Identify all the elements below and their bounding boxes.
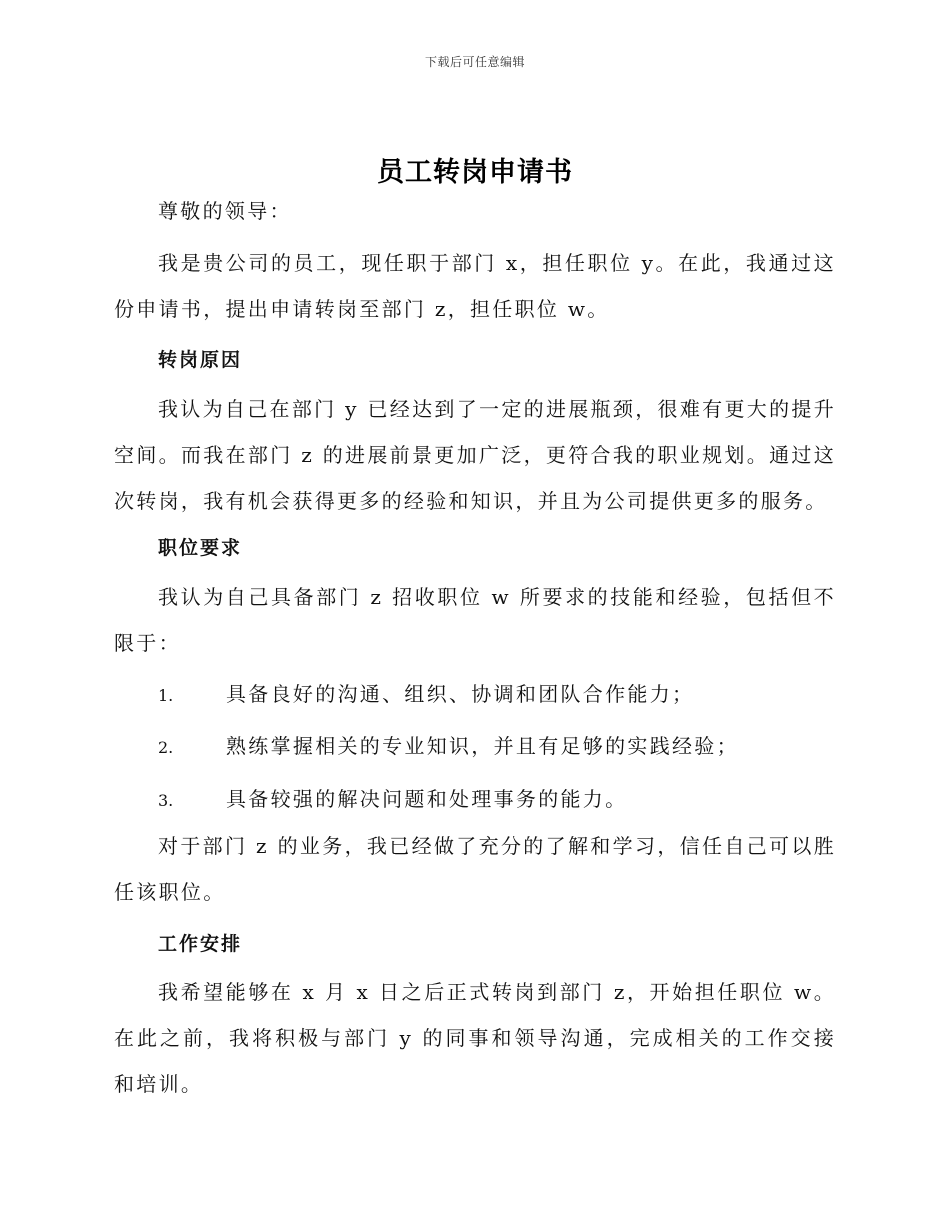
intro-paragraph: 我是贵公司的员工，现任职于部门 x，担任职位 y。在此，我通过这份申请书，提出申请转岗至部门 z，担任职位 w。 <box>114 251 836 321</box>
reason-paragraph: 我认为自己在部门 y 已经达到了一定的进展瓶颈，很难有更大的提升空间。而我在部门 z 的进展前景更加广泛，更符合我的职业规划。通过这次转岗，我有机会获得更多的经验和知识，并且为公司提供更多的服务。 <box>114 397 836 513</box>
list-number: 3. <box>158 791 174 810</box>
list-number: 1. <box>158 686 174 705</box>
list-text: 熟练掌握相关的专业知识，并且有足够的实践经验； <box>226 734 739 758</box>
section-heading-arrangement: 工作安排 <box>158 933 243 955</box>
section-heading-requirements: 职位要求 <box>158 537 243 559</box>
list-item <box>158 783 838 812</box>
page-header-note: 下载后可任意编辑 <box>424 55 525 69</box>
document-title: 员工转岗申请书 <box>377 157 573 188</box>
requirements-paragraph: 我认为自己具备部门 z 招收职位 w 所要求的技能和经验，包括但不限于： <box>114 585 836 655</box>
arrangement-paragraph: 我希望能够在 x 月 x 日之后正式转岗到部门 z，开始担任职位 w。在此之前，我将积极与部门 y 的同事和领导沟通，完成相关的工作交接和培训。 <box>114 980 836 1096</box>
requirements-closing-paragraph: 对于部门 z 的业务，我已经做了充分的了解和学习，信任自己可以胜任该职位。 <box>114 834 836 904</box>
list-text: 具备良好的沟通、组织、协调和团队合作能力； <box>226 682 695 706</box>
section-heading-reason: 转岗原因 <box>158 349 243 371</box>
list-number: 2. <box>158 738 174 757</box>
list-item <box>158 730 838 759</box>
salutation: 尊敬的领导： <box>158 199 292 223</box>
list-item <box>158 678 838 707</box>
list-text: 具备较强的解决问题和处理事务的能力。 <box>226 787 628 811</box>
